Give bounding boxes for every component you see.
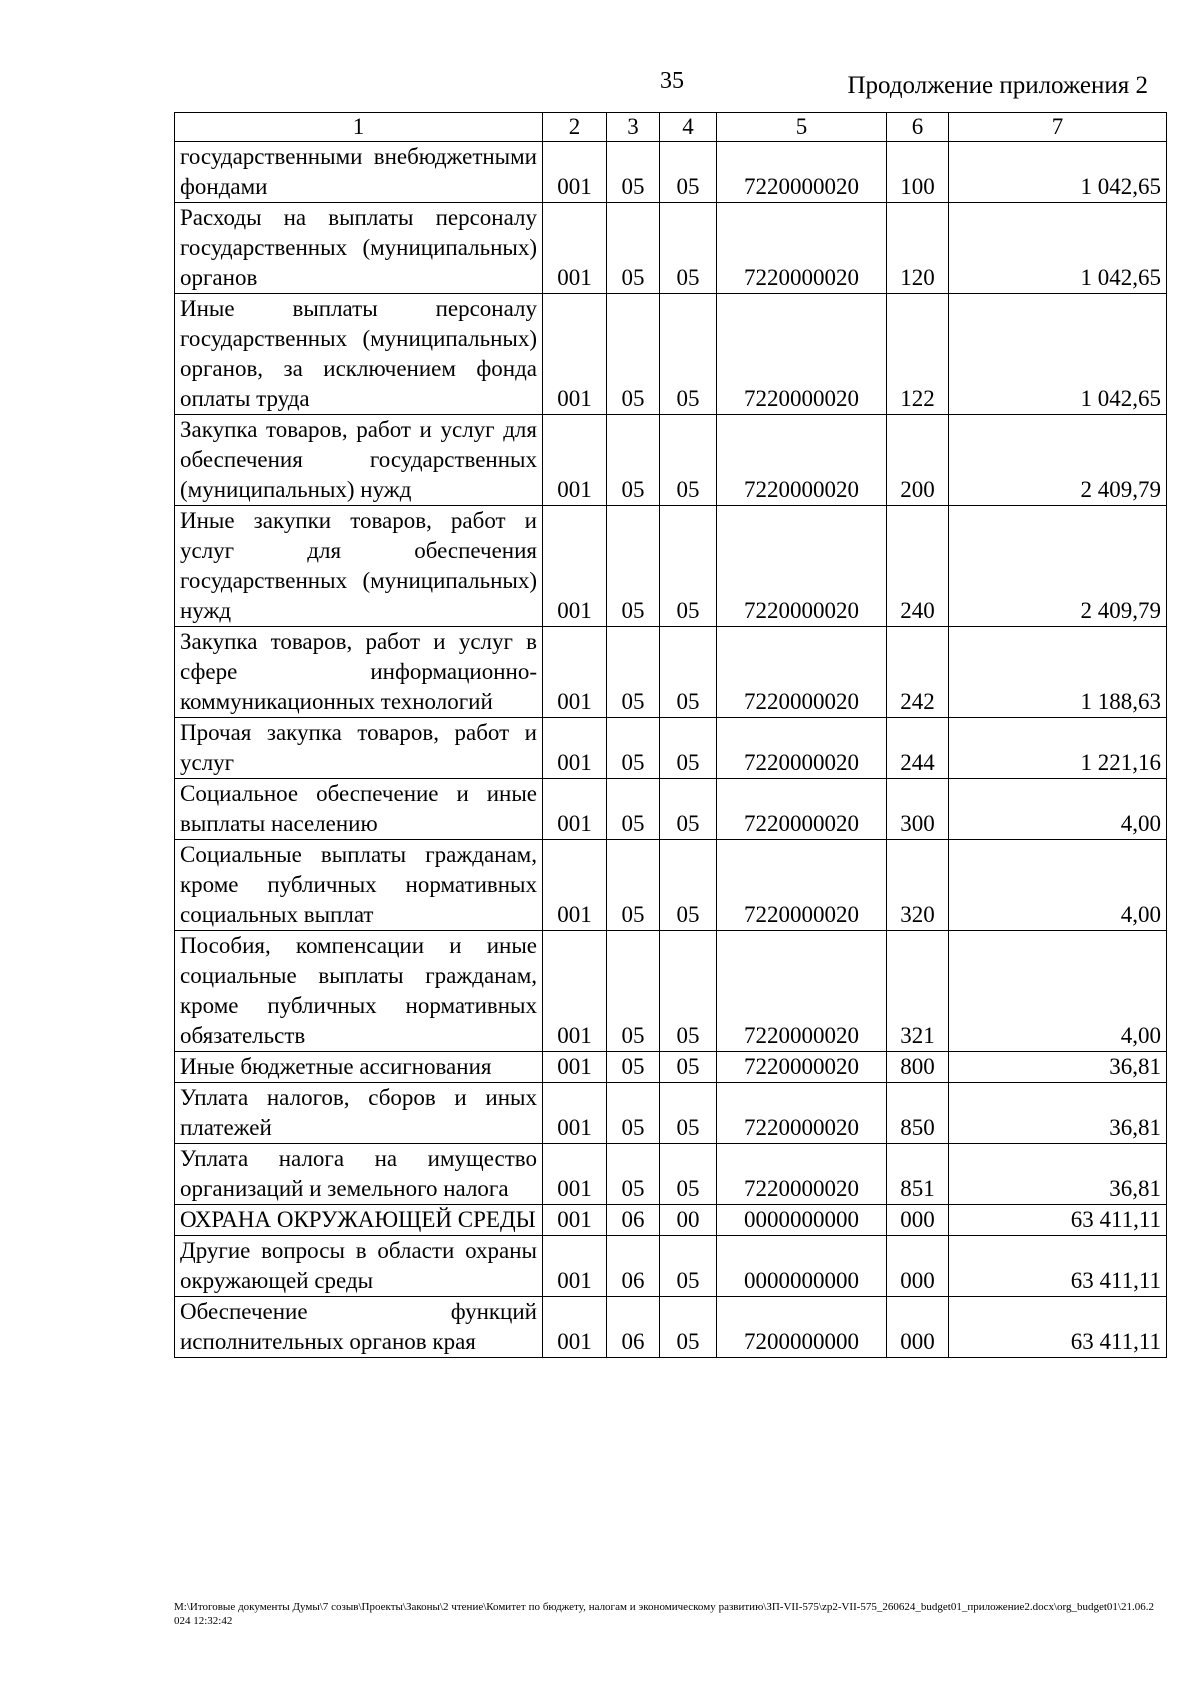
amount-cell: 1 188,63 (949, 627, 1167, 718)
section-code-cell: 05 (607, 931, 660, 1052)
document-file-path: M:\Итоговые документы Думы\7 созыв\Проекты\Законы\2 чтение\Комитет по бюджету, налогам и экономическому развитию\ЗП-VII-575\zp2-VII-575_260624_budget01_приложение2.docx\org_budget01\21.06.2024 12:32:42 (174, 1601, 1154, 1627)
amount-cell: 63 411,11 (949, 1236, 1167, 1297)
expense-type-cell: 000 (887, 1236, 949, 1297)
column-header: 7 (949, 113, 1167, 142)
expense-name-cell: Другие вопросы в области охраны окружающей среды (175, 1236, 543, 1297)
expense-name-cell: государственными внебюджетными фондами (175, 142, 543, 203)
table-row (175, 203, 1167, 294)
expense-name-cell: Социальное обеспечение и иные выплаты населению (175, 779, 543, 840)
expense-name-cell: ОХРАНА ОКРУЖАЮЩЕЙ СРЕДЫ (175, 1205, 543, 1236)
target-article-cell: 7220000020 (717, 203, 887, 294)
target-article-cell: 7220000020 (717, 718, 887, 779)
amount-cell: 36,81 (949, 1144, 1167, 1205)
target-article-cell: 7220000020 (717, 840, 887, 931)
subsection-code-cell: 05 (660, 142, 717, 203)
section-code-cell: 05 (607, 718, 660, 779)
expense-name-cell: Социальные выплаты гражданам, кроме публичных нормативных социальных выплат (175, 840, 543, 931)
amount-cell: 2 409,79 (949, 506, 1167, 627)
table-row (175, 1083, 1167, 1144)
department-code-cell: 001 (543, 1144, 607, 1205)
table-row (175, 506, 1167, 627)
department-code-cell: 001 (543, 779, 607, 840)
expense-type-cell: 242 (887, 627, 949, 718)
target-article-cell: 7220000020 (717, 294, 887, 415)
table-row (175, 1205, 1167, 1236)
expense-type-cell: 850 (887, 1083, 949, 1144)
expense-type-cell: 100 (887, 142, 949, 203)
expense-type-cell: 000 (887, 1297, 949, 1358)
target-article-cell: 0000000000 (717, 1236, 887, 1297)
department-code-cell: 001 (543, 415, 607, 506)
section-code-cell: 05 (607, 506, 660, 627)
appendix-continuation-title: Продолжение приложения 2 (847, 72, 1148, 99)
expense-type-cell: 244 (887, 718, 949, 779)
amount-cell: 63 411,11 (949, 1297, 1167, 1358)
column-header: 1 (175, 113, 543, 142)
department-code-cell: 001 (543, 1083, 607, 1144)
expense-name-cell: Закупка товаров, работ и услуг для обеспечения государственных (муниципальных) нужд (175, 415, 543, 506)
column-header: 3 (607, 113, 660, 142)
expense-name-cell: Иные выплаты персоналу государственных (муниципальных) органов, за исключением фонда оплаты труда (175, 294, 543, 415)
table-row (175, 779, 1167, 840)
expense-type-cell: 122 (887, 294, 949, 415)
subsection-code-cell: 05 (660, 415, 717, 506)
amount-cell: 63 411,11 (949, 1205, 1167, 1236)
section-code-cell: 05 (607, 1052, 660, 1083)
section-code-cell: 06 (607, 1205, 660, 1236)
department-code-cell: 001 (543, 1052, 607, 1083)
expense-type-cell: 300 (887, 779, 949, 840)
table-row (175, 1052, 1167, 1083)
expense-name-cell: Расходы на выплаты персоналу государственных (муниципальных) органов (175, 203, 543, 294)
expense-name-cell: Иные бюджетные ассигнования (175, 1052, 543, 1083)
amount-cell: 4,00 (949, 840, 1167, 931)
subsection-code-cell: 05 (660, 840, 717, 931)
table-row (175, 415, 1167, 506)
amount-cell: 1 042,65 (949, 142, 1167, 203)
amount-cell: 36,81 (949, 1052, 1167, 1083)
section-code-cell: 06 (607, 1297, 660, 1358)
target-article-cell: 7220000020 (717, 1083, 887, 1144)
expense-name-cell: Пособия, компенсации и иные социальные выплаты гражданам, кроме публичных нормативных обязательств (175, 931, 543, 1052)
column-header: 4 (660, 113, 717, 142)
column-header: 6 (887, 113, 949, 142)
department-code-cell: 001 (543, 840, 607, 931)
subsection-code-cell: 05 (660, 506, 717, 627)
expense-type-cell: 851 (887, 1144, 949, 1205)
budget-table (174, 112, 1167, 1358)
target-article-cell: 7220000020 (717, 1144, 887, 1205)
subsection-code-cell: 05 (660, 203, 717, 294)
amount-cell: 4,00 (949, 779, 1167, 840)
column-header: 2 (543, 113, 607, 142)
expense-name-cell: Уплата налогов, сборов и иных платежей (175, 1083, 543, 1144)
department-code-cell: 001 (543, 203, 607, 294)
expense-name-cell: Иные закупки товаров, работ и услуг для обеспечения государственных (муниципальных) нужд (175, 506, 543, 627)
target-article-cell: 7220000020 (717, 415, 887, 506)
page-number: 35 (660, 68, 684, 94)
target-article-cell: 7220000020 (717, 931, 887, 1052)
department-code-cell: 001 (543, 1297, 607, 1358)
target-article-cell: 7220000020 (717, 627, 887, 718)
table-row (175, 1236, 1167, 1297)
table-row (175, 627, 1167, 718)
amount-cell: 2 409,79 (949, 415, 1167, 506)
subsection-code-cell: 05 (660, 779, 717, 840)
amount-cell: 1 221,16 (949, 718, 1167, 779)
column-number-header-row (175, 113, 1167, 142)
expense-name-cell: Прочая закупка товаров, работ и услуг (175, 718, 543, 779)
department-code-cell: 001 (543, 718, 607, 779)
expense-type-cell: 000 (887, 1205, 949, 1236)
department-code-cell: 001 (543, 1236, 607, 1297)
expense-type-cell: 800 (887, 1052, 949, 1083)
subsection-code-cell: 05 (660, 1052, 717, 1083)
subsection-code-cell: 05 (660, 1083, 717, 1144)
target-article-cell: 0000000000 (717, 1205, 887, 1236)
table-row (175, 718, 1167, 779)
table-row (175, 294, 1167, 415)
subsection-code-cell: 05 (660, 1236, 717, 1297)
section-code-cell: 05 (607, 627, 660, 718)
table-row (175, 1297, 1167, 1358)
department-code-cell: 001 (543, 627, 607, 718)
department-code-cell: 001 (543, 506, 607, 627)
expense-name-cell: Закупка товаров, работ и услуг в сфере информационно-коммуникационных технологий (175, 627, 543, 718)
section-code-cell: 05 (607, 1144, 660, 1205)
table-row (175, 840, 1167, 931)
table-row (175, 931, 1167, 1052)
expense-name-cell: Обеспечение функций исполнительных органов края (175, 1297, 543, 1358)
column-header: 5 (717, 113, 887, 142)
section-code-cell: 05 (607, 840, 660, 931)
section-code-cell: 05 (607, 294, 660, 415)
expense-type-cell: 240 (887, 506, 949, 627)
amount-cell: 1 042,65 (949, 294, 1167, 415)
section-code-cell: 05 (607, 1083, 660, 1144)
amount-cell: 36,81 (949, 1083, 1167, 1144)
department-code-cell: 001 (543, 142, 607, 203)
section-code-cell: 05 (607, 142, 660, 203)
expense-type-cell: 321 (887, 931, 949, 1052)
department-code-cell: 001 (543, 931, 607, 1052)
target-article-cell: 7220000020 (717, 1052, 887, 1083)
subsection-code-cell: 05 (660, 1144, 717, 1205)
target-article-cell: 7220000020 (717, 142, 887, 203)
amount-cell: 4,00 (949, 931, 1167, 1052)
department-code-cell: 001 (543, 294, 607, 415)
subsection-code-cell: 05 (660, 718, 717, 779)
expense-type-cell: 120 (887, 203, 949, 294)
target-article-cell: 7220000020 (717, 779, 887, 840)
section-code-cell: 05 (607, 779, 660, 840)
table-row (175, 142, 1167, 203)
expense-type-cell: 320 (887, 840, 949, 931)
subsection-code-cell: 05 (660, 294, 717, 415)
table-row (175, 1144, 1167, 1205)
section-code-cell: 05 (607, 415, 660, 506)
subsection-code-cell: 05 (660, 1297, 717, 1358)
expense-type-cell: 200 (887, 415, 949, 506)
department-code-cell: 001 (543, 1205, 607, 1236)
target-article-cell: 7200000000 (717, 1297, 887, 1358)
expense-name-cell: Уплата налога на имущество организаций и земельного налога (175, 1144, 543, 1205)
target-article-cell: 7220000020 (717, 506, 887, 627)
subsection-code-cell: 05 (660, 627, 717, 718)
amount-cell: 1 042,65 (949, 203, 1167, 294)
section-code-cell: 05 (607, 203, 660, 294)
section-code-cell: 06 (607, 1236, 660, 1297)
subsection-code-cell: 05 (660, 931, 717, 1052)
subsection-code-cell: 00 (660, 1205, 717, 1236)
